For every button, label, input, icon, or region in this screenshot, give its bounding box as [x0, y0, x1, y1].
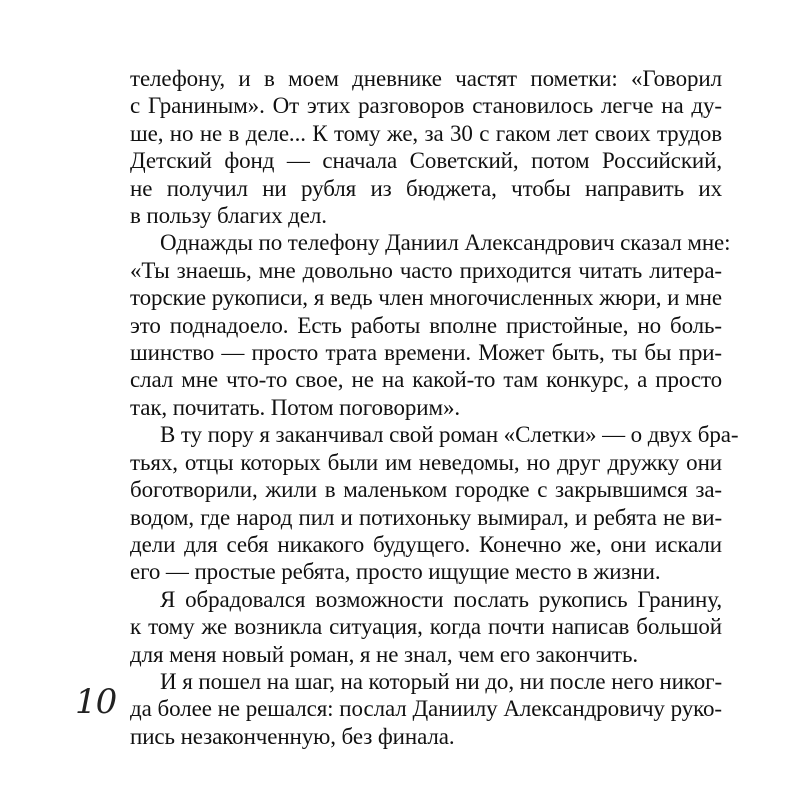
text-line: пись незаконченную, без финала. [130, 723, 455, 749]
text-line: торские рукописи, я ведь член многочисленных жюри, и мне [130, 285, 722, 311]
paragraph-5 [130, 668, 722, 750]
paragraph-1 [130, 65, 722, 229]
text-line: не получил ни рубля из бюджета, чтобы направить их [130, 175, 722, 201]
text-line: дели для себя никакого будущего. Конечно же, они искали [130, 531, 722, 557]
text-line: так, почитать. Потом поговорим». [130, 394, 460, 420]
text-line: его — простые ребята, просто ищущие место в жизни. [130, 559, 661, 585]
text-line: «Ты знаешь, мне довольно часто приходится читать литера- [130, 257, 722, 283]
text-line: В ту пору я заканчивал свой роман «Слетки» — о двух бра- [160, 422, 739, 448]
text-line: боготворили, жили в маленьком городке с закрывшимся за- [130, 477, 722, 503]
text-line: И я пошел на шаг, на который ни до, ни после него никог- [160, 668, 722, 694]
page-number: 10 [75, 682, 117, 722]
text-line: это поднадоело. Есть работы вполне пристойные, но боль- [130, 312, 722, 338]
paragraph-2 [130, 229, 731, 421]
text-line: тьях, отцы которых были им неведомы, но друг дружку они [130, 449, 722, 475]
text-line: Я обрадовался возможности послать рукопись Гранину, [160, 586, 722, 612]
body-text [130, 65, 739, 750]
paragraph-4 [130, 586, 722, 668]
text-line: телефону, и в моем дневнике частят пометки: «Говорил [130, 66, 722, 91]
text-line: к тому же возникла ситуация, когда почти написав большой [130, 614, 722, 640]
text-line: ше, но не в деле... К тому же, за 30 с гаком лет своих трудов [130, 120, 722, 146]
text-line: слал мне что-то свое, не на какой-то там конкурс, а просто [130, 367, 722, 393]
text-line: с Граниным». От этих разговоров становилось легче на ду- [130, 93, 722, 119]
text-line: в пользу благих дел. [130, 203, 327, 229]
text-line: шинство — просто трата времени. Может быть, ты бы при- [130, 340, 722, 366]
paragraph-3 [130, 421, 739, 585]
text-line: да более не решался: послал Даниилу Александровичу руко- [130, 696, 722, 722]
text-line: водом, где народ пил и потихоньку вымирал, и ребята не ви- [130, 504, 722, 530]
text-line: Детский фонд — сначала Советский, потом Российский, [130, 148, 722, 174]
text-line: для меня новый роман, я не знал, чем его закончить. [130, 641, 639, 667]
text-line: Однажды по телефону Даниил Александрович сказал мне: [160, 230, 731, 256]
